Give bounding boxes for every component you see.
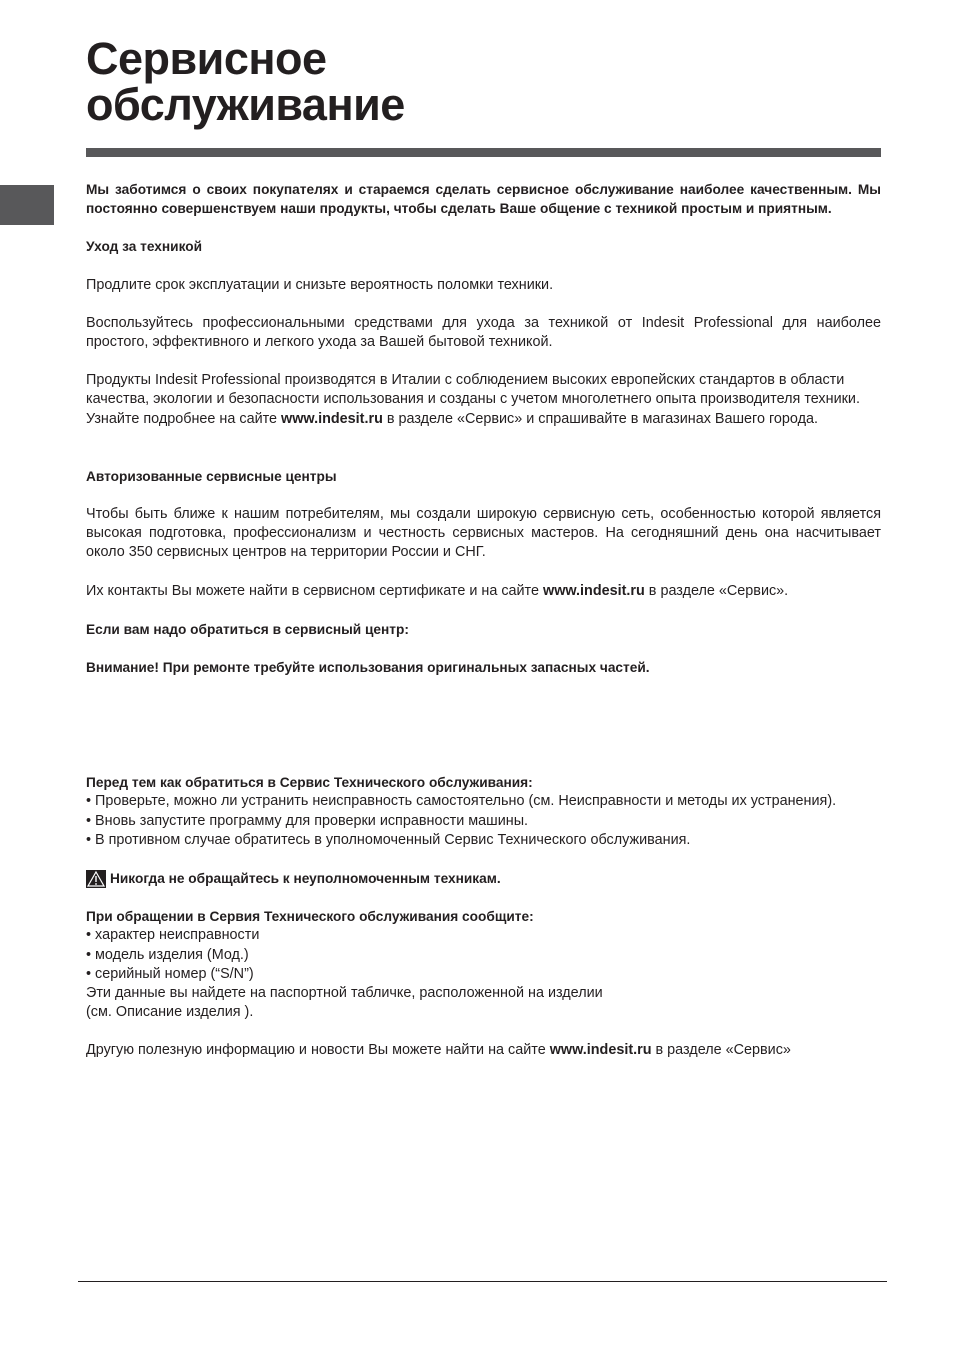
report-note-1: Эти данные вы найдете на паспортной табличке, расположенной на изделии (86, 985, 603, 1002)
title-line-2: обслуживание (86, 79, 405, 130)
title-underline-bar (86, 148, 881, 157)
list-item: • В противном случае обратитесь в уполномоченный Сервис Технического обслуживания. (86, 831, 691, 848)
footer-info-text: Другую полезную информацию и новости Вы можете найти на сайте (86, 1042, 550, 1059)
list-item: • Вновь запустите программу для проверки исправности машины. (86, 812, 529, 829)
intro-paragraph: Мы заботимся о своих покупателях и стараемся сделать сервисное обслуживание наиболее качественным. Мы постоянно совершенствуем наши продукты, чтобы сделать Ваше общение с техникой простым и приятным. (86, 182, 881, 217)
page-content (86, 180, 881, 1061)
before-service-heading: Перед тем как обратиться в Сервис Технического обслуживания: (86, 775, 533, 791)
attention-note: Внимание! При ремонте требуйте использования оригинальных запасных частей. (86, 660, 650, 676)
care-paragraph-2: Воспользуйтесь профессиональными средствами для ухода за техникой от Indesit Professional для наиболее простого, эффективного и легкого ухода за Вашей бытовой техникой. (86, 314, 881, 351)
list-item: • модель изделия (Мод.) (86, 946, 249, 963)
list-item: • характер неисправности (86, 927, 260, 944)
list-item: • Проверьте, можно ли устранить неисправность самостоятельно (см. Неисправности и методы их устранения). (86, 793, 837, 810)
care-paragraph-3 (86, 371, 881, 429)
warning-note (86, 869, 881, 888)
report-list (86, 926, 881, 984)
centers-heading: Авторизованные сервисные центры (86, 468, 337, 484)
indesit-link[interactable]: www.indesit.ru (543, 582, 645, 599)
footer-divider (78, 1281, 887, 1282)
centers-paragraph-2 (86, 582, 881, 601)
indesit-link[interactable]: www.indesit.ru (281, 410, 383, 427)
care-heading: Уход за техникой (86, 239, 203, 255)
indesit-link[interactable]: www.indesit.ru (549, 1042, 652, 1059)
care-paragraph-1: Продлите срок эксплуатации и снизьте вероятность поломки техники. (86, 276, 554, 293)
footer-info-paragraph (86, 1041, 881, 1060)
title-line-1: Сервисное (86, 33, 327, 84)
contact-center-heading: Если вам надо обратиться в сервисный центр: (86, 621, 409, 637)
footer-info-tail: в разделе «Сервис» (651, 1042, 791, 1059)
list-item: • серийный номер (“S/N”) (86, 965, 254, 982)
warning-triangle-icon (86, 870, 106, 888)
report-note-2: (см. Описание изделия ). (86, 1004, 254, 1021)
care-p3-text: Продукты Indesit Professional производятся в Италии с соблюдением высоких европейских стандартов в области качества, экологии и безопасности использования и созданы с учетом многолетнего опыта производителя техники. Узнайте подробнее на сайте (86, 372, 860, 427)
warning-text: Никогда не обращайтесь к неуполномоченным техникам. (110, 871, 501, 887)
report-heading: При обращении в Сервия Технического обслуживания сообщите: (86, 909, 534, 925)
centers-paragraph-1: Чтобы быть ближе к нашим потребителям, мы создали широкую сервисную сеть, особенностью которой является высокая подготовка, профессионализм и честность сервисных мастеров. На сегодняшний день она насчитывает около 350 сервисных центров на территории России и СНГ. (86, 506, 881, 561)
centers-p2-text: Их контакты Вы можете найти в сервисном сертификате и на сайте (86, 582, 543, 599)
centers-p2-tail: в разделе «Сервис». (644, 582, 789, 599)
page-title (86, 33, 405, 130)
care-p3-tail: в разделе «Сервис» и спрашивайте в магазинах Вашего города. (382, 410, 819, 427)
before-service-list (86, 792, 881, 850)
language-tab-marker (0, 185, 54, 225)
